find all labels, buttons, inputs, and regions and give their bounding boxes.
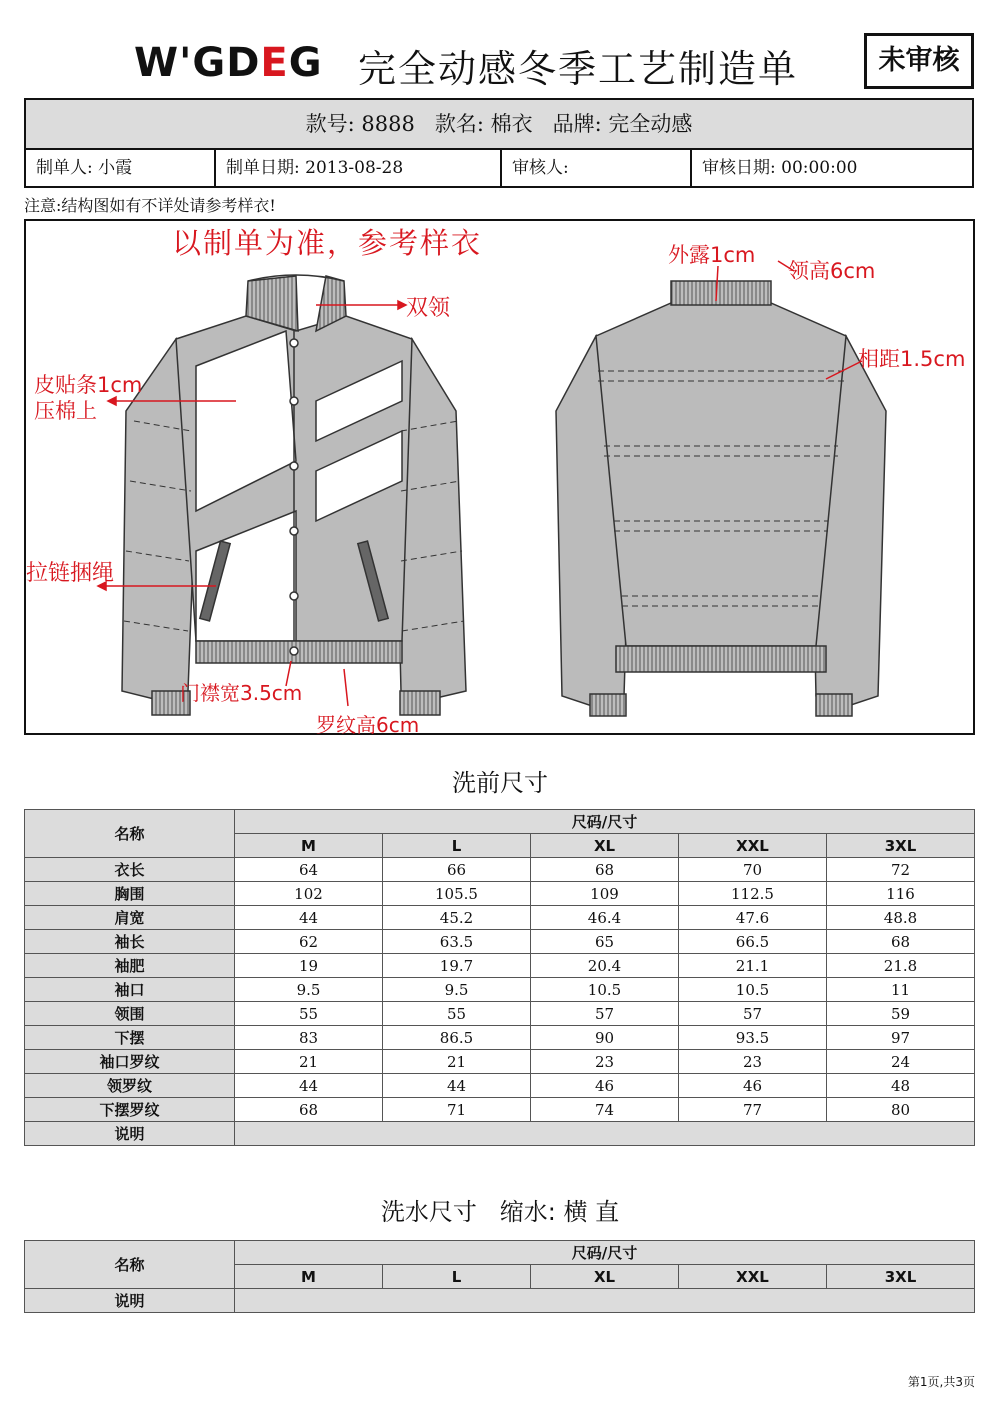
info-table	[24, 98, 974, 188]
rib-height-label: 罗纹高6cm	[316, 713, 420, 737]
table-row	[25, 978, 975, 1002]
measurement-cell: 21	[383, 1050, 531, 1074]
jacket-sketch	[26, 221, 973, 733]
measurement-cell: 57	[679, 1002, 827, 1026]
table1-title: 洗前尺寸	[452, 769, 548, 797]
measurement-cell: 10.5	[531, 978, 679, 1002]
collar-height-label: 领高6cm	[788, 259, 876, 283]
measurement-cell: 11	[827, 978, 975, 1002]
measurement-cell: 62	[235, 930, 383, 954]
note-text: 注意:结构图如有不详处请参考样衣!	[24, 196, 276, 215]
measurement-cell: 80	[827, 1098, 975, 1122]
size-col-header: L	[383, 834, 531, 858]
row-label: 胸围	[25, 882, 235, 906]
date-cell: 制单日期: 2013-08-28	[216, 148, 502, 188]
table-row	[25, 954, 975, 978]
measurement-cell: 65	[531, 930, 679, 954]
measurement-cell: 24	[827, 1050, 975, 1074]
measurement-cell: 71	[383, 1098, 531, 1122]
measurement-cell: 66.5	[679, 930, 827, 954]
measurement-cell: 20.4	[531, 954, 679, 978]
measurement-cell: 9.5	[383, 978, 531, 1002]
measurement-cell: 102	[235, 882, 383, 906]
table-row	[25, 858, 975, 882]
name-header: 名称	[25, 810, 235, 858]
size-col-header: M	[235, 1265, 383, 1289]
page-title: 完全动感冬季工艺制造单	[358, 47, 799, 91]
back-jacket	[556, 281, 886, 716]
measurement-cell: 10.5	[679, 978, 827, 1002]
measurement-cell: 21.1	[679, 954, 827, 978]
size-col-header: XXL	[679, 834, 827, 858]
size-header: 尺码/尺寸	[235, 810, 975, 834]
measurement-cell: 19.7	[383, 954, 531, 978]
measurement-cell: 74	[531, 1098, 679, 1122]
remark-label: 说明	[25, 1289, 235, 1313]
style-info: 款号: 8888 款名: 棉衣 品牌: 完全动感	[26, 100, 972, 150]
size-header: 尺码/尺寸	[235, 1241, 975, 1265]
row-label: 领围	[25, 1002, 235, 1026]
remark-cell	[235, 1289, 975, 1313]
placket-label: 门襟宽3.5cm	[180, 681, 303, 705]
measurement-cell: 46	[531, 1074, 679, 1098]
row-label: 下摆	[25, 1026, 235, 1050]
review-date-cell: 审核日期: 00:00:00	[702, 158, 858, 178]
name-header: 名称	[25, 1241, 235, 1289]
measurement-cell: 68	[827, 930, 975, 954]
table-row	[25, 906, 975, 930]
measurement-cell: 86.5	[383, 1026, 531, 1050]
measurement-cell: 48.8	[827, 906, 975, 930]
measurement-cell: 9.5	[235, 978, 383, 1002]
table-row	[25, 1098, 975, 1122]
row-label: 下摆罗纹	[25, 1098, 235, 1122]
measurement-cell: 55	[235, 1002, 383, 1026]
measurement-cell: 44	[235, 906, 383, 930]
measurement-cell: 21	[235, 1050, 383, 1074]
measurement-cell: 46.4	[531, 906, 679, 930]
size-col-header: XL	[531, 1265, 679, 1289]
technical-drawing	[24, 219, 975, 735]
row-label: 袖长	[25, 930, 235, 954]
brand-logo: W'GDEG	[134, 40, 323, 86]
measurement-cell: 45.2	[383, 906, 531, 930]
measurement-cell: 105.5	[383, 882, 531, 906]
measurement-cell: 19	[235, 954, 383, 978]
measurement-cell: 63.5	[383, 930, 531, 954]
row-label: 袖口	[25, 978, 235, 1002]
measurement-cell: 72	[827, 858, 975, 882]
measurement-cell: 48	[827, 1074, 975, 1098]
size-col-header: 3XL	[827, 1265, 975, 1289]
measurement-cell: 66	[383, 858, 531, 882]
row-label: 肩宽	[25, 906, 235, 930]
quilting-label: 压棉上	[34, 399, 97, 423]
zipper-label: 拉链捆绳	[26, 561, 115, 586]
row-label: 衣长	[25, 858, 235, 882]
measurement-cell: 83	[235, 1026, 383, 1050]
table-row	[25, 930, 975, 954]
row-label: 袖口罗纹	[25, 1050, 235, 1074]
table-row	[25, 1002, 975, 1026]
measurement-cell: 59	[827, 1002, 975, 1026]
exposed-label: 外露1cm	[668, 243, 756, 267]
size-col-header: M	[235, 834, 383, 858]
table-row	[25, 1050, 975, 1074]
size-table-after-wash	[24, 1240, 975, 1313]
size-col-header: L	[383, 1265, 531, 1289]
table-row	[25, 1026, 975, 1050]
measurement-cell: 77	[679, 1098, 827, 1122]
remark-cell	[235, 1122, 975, 1146]
measurement-cell: 109	[531, 882, 679, 906]
measurement-cell: 116	[827, 882, 975, 906]
table2-title: 洗水尺寸 缩水: 横 直	[380, 1198, 620, 1226]
size-col-header: XL	[531, 834, 679, 858]
measurement-cell: 93.5	[679, 1026, 827, 1050]
table-row	[25, 882, 975, 906]
measurement-cell: 47.6	[679, 906, 827, 930]
measurement-cell: 90	[531, 1026, 679, 1050]
measurement-cell: 64	[235, 858, 383, 882]
measurement-cell: 112.5	[679, 882, 827, 906]
main-annotation: 以制单为准，参考样衣	[172, 226, 483, 260]
row-label: 袖肥	[25, 954, 235, 978]
maker-cell: 制单人: 小霞	[26, 148, 216, 188]
reviewer-cell: 审核人:	[502, 148, 692, 188]
table-row	[25, 1074, 975, 1098]
measurement-cell: 23	[679, 1050, 827, 1074]
leather-strip-label: 皮贴条1cm	[34, 373, 143, 397]
double-collar-label: 双领	[406, 296, 451, 321]
size-col-header: XXL	[679, 1265, 827, 1289]
row-label: 领罗纹	[25, 1074, 235, 1098]
measurement-cell: 97	[827, 1026, 975, 1050]
size-table-before-wash	[24, 809, 975, 1146]
spacing-label: 相距1.5cm	[858, 347, 966, 371]
measurement-cell: 44	[383, 1074, 531, 1098]
measurement-cell: 44	[235, 1074, 383, 1098]
measurement-cell: 70	[679, 858, 827, 882]
front-jacket	[122, 275, 466, 715]
page-footer: 第1页,共3页	[907, 1375, 975, 1389]
remark-label: 说明	[25, 1122, 235, 1146]
measurement-cell: 46	[679, 1074, 827, 1098]
measurement-cell: 23	[531, 1050, 679, 1074]
measurement-cell: 68	[235, 1098, 383, 1122]
measurement-cell: 68	[531, 858, 679, 882]
status-stamp: 未审核	[864, 33, 974, 89]
measurement-cell: 57	[531, 1002, 679, 1026]
measurement-cell: 21.8	[827, 954, 975, 978]
measurement-cell: 55	[383, 1002, 531, 1026]
size-col-header: 3XL	[827, 834, 975, 858]
